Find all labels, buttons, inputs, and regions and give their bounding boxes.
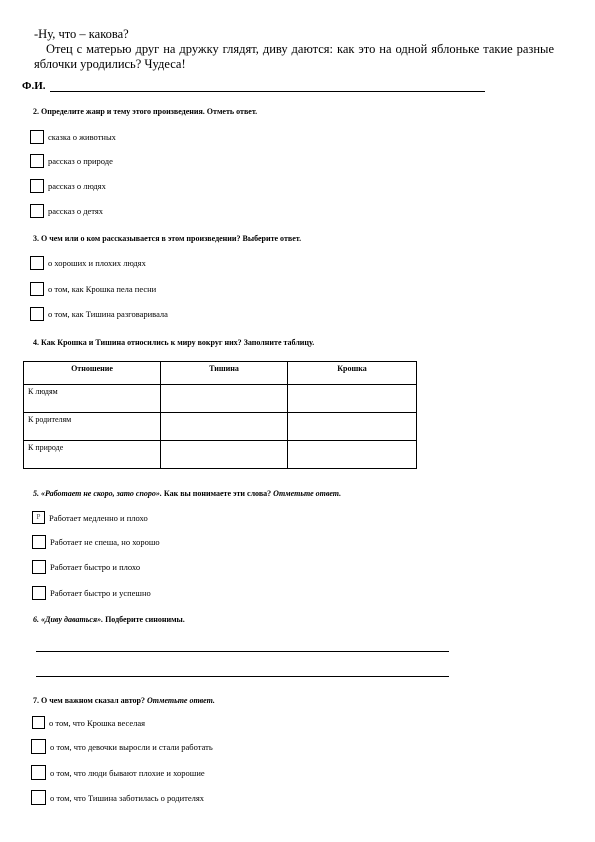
option-label: Работает быстро и плохо <box>50 562 141 572</box>
question-5-quote: 5. «Работает не скоро, зато споро». <box>33 489 162 498</box>
option-label: о том, что Тишина заботилась о родителях <box>50 792 205 803</box>
q2-option-3[interactable] <box>30 179 106 193</box>
question-7-title <box>33 696 215 705</box>
question-5-tail: Отметьте ответ. <box>271 489 342 498</box>
checkbox[interactable] <box>32 535 46 549</box>
question-3-title: 3. О чем или о ком рассказывается в этом произведении? Выберите ответ. <box>33 234 302 243</box>
checkbox[interactable] <box>31 739 46 754</box>
table-header-row <box>24 362 417 385</box>
question-6-quote: 6. «Диву даваться». <box>33 615 104 624</box>
q7-option-3[interactable] <box>31 765 205 780</box>
relation-table <box>23 361 417 469</box>
checkbox[interactable] <box>31 790 46 805</box>
fio-input-line[interactable] <box>50 91 485 92</box>
checkbox[interactable] <box>31 765 46 780</box>
checkbox[interactable] <box>30 282 44 296</box>
answer-cell[interactable] <box>161 441 288 469</box>
table-row <box>24 441 417 469</box>
table-row <box>24 413 417 441</box>
q3-option-1[interactable] <box>30 256 146 270</box>
q3-option-2[interactable] <box>30 282 156 296</box>
option-label: рассказ о природе <box>48 156 113 166</box>
q5-option-3[interactable] <box>32 560 140 574</box>
option-label: рассказ о детях <box>48 206 104 216</box>
q7-option-1[interactable] <box>32 716 145 729</box>
fio-label: Ф.И. <box>22 80 46 92</box>
question-6-text: Подберите синонимы. <box>103 615 185 624</box>
checkbox[interactable] <box>30 154 44 168</box>
option-label: Работает медленно и плохо <box>49 512 148 523</box>
checkbox[interactable] <box>32 560 46 574</box>
row-label: К людям <box>24 385 161 413</box>
table-header-cell: Отношение <box>24 362 161 385</box>
question-5-title <box>33 489 341 498</box>
answer-cell[interactable] <box>288 385 417 413</box>
question-6-title <box>33 615 185 624</box>
row-label: К родителям <box>24 413 161 441</box>
q3-option-3[interactable] <box>30 307 168 321</box>
table-header-cell: Крошка <box>288 362 417 385</box>
q2-option-2[interactable] <box>30 154 113 168</box>
question-7-tail: Отметьте ответ. <box>144 696 215 705</box>
checkbox[interactable] <box>30 256 44 270</box>
option-label: о том, как Крошка пела песни <box>48 284 157 294</box>
q2-option-4[interactable] <box>30 204 103 218</box>
checkbox[interactable] <box>32 586 46 600</box>
option-label: о том, что девочки выросли и стали работать <box>50 741 213 752</box>
question-7-text: 7. О чем важном сказал автор? <box>33 696 145 705</box>
option-label: Работает не спеша, но хорошо <box>50 537 160 547</box>
option-label: о том, как Тишина разговаривала <box>48 309 168 319</box>
option-label: о хороших и плохих людях <box>48 258 146 268</box>
answer-line-2[interactable] <box>36 676 449 677</box>
intro-text <box>34 27 554 72</box>
checkbox[interactable]: P <box>32 511 45 524</box>
question-5-text: Как вы понимаете эти слова? <box>161 489 272 498</box>
q5-option-2[interactable] <box>32 535 160 549</box>
answer-line-1[interactable] <box>36 651 449 652</box>
option-label: о том, что Крошка веселая <box>49 717 146 728</box>
option-label: о том, что люди бывают плохие и хорошие <box>50 767 205 778</box>
row-label: К природе <box>24 441 161 469</box>
checkbox[interactable] <box>30 130 44 144</box>
q7-option-2[interactable] <box>31 739 213 754</box>
answer-cell[interactable] <box>288 441 417 469</box>
q5-option-4[interactable] <box>32 586 151 600</box>
option-label: сказка о животных <box>48 132 116 142</box>
checkbox[interactable] <box>30 307 44 321</box>
checkbox[interactable] <box>30 204 44 218</box>
q7-option-4[interactable] <box>31 790 204 805</box>
checkbox[interactable] <box>30 179 44 193</box>
q5-option-1[interactable] <box>32 511 148 524</box>
intro-line-2: Отец с матерью друг на дружку глядят, диву даются: как это на одной яблоньке такие разные яблочки уродились? Чудеса! <box>34 42 554 71</box>
answer-cell[interactable] <box>288 413 417 441</box>
answer-cell[interactable] <box>161 413 288 441</box>
table-row <box>24 385 417 413</box>
q2-option-1[interactable] <box>30 130 116 144</box>
option-label: Работает быстро и успешно <box>50 588 151 598</box>
question-2-title: 2. Определите жанр и тему этого произведения. Отметь ответ. <box>33 107 258 116</box>
table-header-cell: Тишина <box>161 362 288 385</box>
checkbox[interactable] <box>32 716 45 729</box>
intro-line-1: -Ну, что – какова? <box>34 27 129 41</box>
question-4-title: 4. Как Крошка и Тишина относились к миру вокруг них? Заполните таблицу. <box>33 338 315 347</box>
answer-cell[interactable] <box>161 385 288 413</box>
option-label: рассказ о людях <box>48 181 106 191</box>
